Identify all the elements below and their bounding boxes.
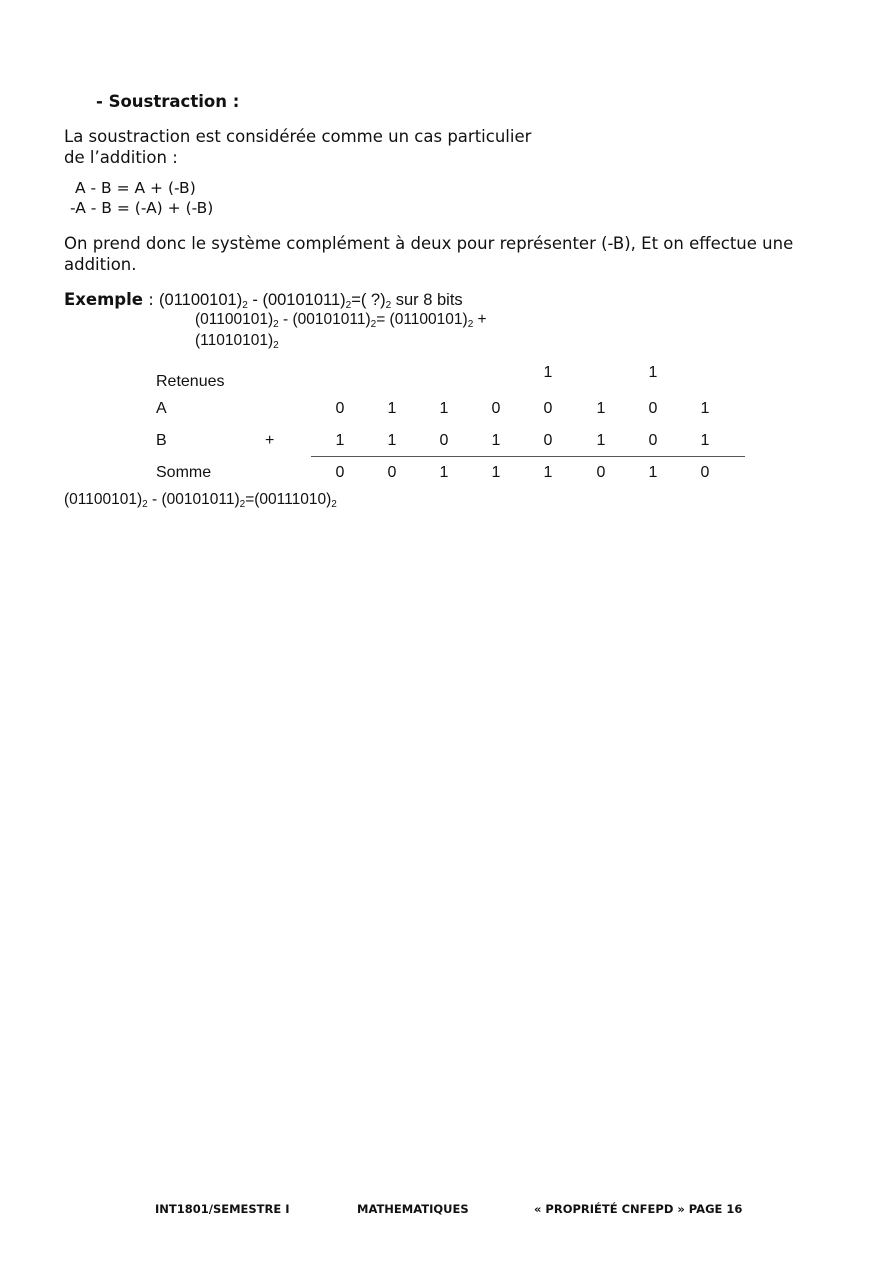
bit-cell-sum-1: 0 — [335, 464, 345, 481]
subscript: 2 — [370, 319, 377, 330]
formula-1: A - B = A + (-B) — [75, 179, 196, 197]
bit-cell-b-6: 1 — [596, 432, 606, 449]
subscript: 2 — [467, 319, 474, 330]
bit-cell-a-6: 1 — [596, 400, 606, 417]
bit-cell-a-1: 0 — [335, 400, 345, 417]
example-label: Exemple — [64, 290, 143, 309]
footer-course: INT1801/SEMESTRE I — [155, 1202, 290, 1216]
row-label-carries: Retenues — [156, 373, 225, 390]
example-complement: (11010101) — [195, 332, 274, 349]
sum-divider-line — [311, 456, 745, 457]
example-operand-a: (01100101) — [159, 291, 243, 309]
row-label-a: A — [156, 400, 167, 417]
subscript: 2 — [273, 340, 279, 351]
bit-cell-sum-4: 1 — [491, 464, 501, 481]
method-line-1: On prend donc le système complément à deux pour représenter (-B), Et on effectue une — [64, 234, 794, 253]
result-line — [64, 490, 337, 512]
bit-cell-b-1: 1 — [335, 432, 345, 449]
example-operand-a: (01100101) — [195, 311, 274, 328]
bit-cell-b-8: 1 — [700, 432, 710, 449]
example-bits-note: sur 8 bits — [391, 291, 463, 309]
method-line-2: addition. — [64, 255, 137, 274]
bit-cell-sum-6: 0 — [596, 464, 606, 481]
example-colon: : — [142, 290, 160, 309]
bit-cell-sum-3: 1 — [439, 464, 449, 481]
bit-cell-sum-8: 0 — [700, 464, 710, 481]
example-operand-a-again: = (01100101) — [376, 311, 468, 328]
section-heading: - Soustraction : — [96, 92, 240, 111]
subscript: 2 — [385, 300, 392, 311]
bit-cell-b-5: 0 — [543, 432, 553, 449]
intro-line-1: La soustraction est considérée comme un cas particulier — [64, 127, 532, 146]
bit-cell-sum-5: 1 — [543, 464, 553, 481]
example-plus: + — [473, 311, 487, 328]
result-operand-b: - (00101011) — [147, 491, 240, 508]
bit-cell-a-8: 1 — [700, 400, 710, 417]
bit-cell-b-3: 0 — [439, 432, 449, 449]
bit-cell-carries-7: 1 — [648, 364, 658, 381]
example-operand-b: - (00101011) — [278, 311, 371, 328]
footer-rights-page: « PROPRIÉTÉ CNFEPD » PAGE 16 — [534, 1202, 743, 1216]
footer-subject: MATHEMATIQUES — [357, 1202, 469, 1216]
bit-cell-a-4: 0 — [491, 400, 501, 417]
bit-cell-a-7: 0 — [648, 400, 658, 417]
subscript: 2 — [345, 300, 352, 311]
plus-sign: + — [265, 432, 275, 449]
subscript: 2 — [242, 300, 248, 311]
subscript: 2 — [142, 499, 148, 510]
bit-cell-a-3: 1 — [439, 400, 449, 417]
result-operand-a: (01100101) — [64, 491, 143, 508]
bit-cell-carries-5: 1 — [543, 364, 553, 381]
bit-cell-a-2: 1 — [387, 400, 397, 417]
example-line-3 — [195, 331, 279, 353]
intro-line-2: de l’addition : — [64, 148, 178, 167]
row-label-sum: Somme — [156, 464, 212, 481]
example-unknown: =( ?) — [351, 291, 386, 309]
bit-cell-sum-7: 1 — [648, 464, 658, 481]
subscript: 2 — [273, 319, 279, 330]
bit-cell-b-7: 0 — [648, 432, 658, 449]
example-line-2 — [195, 310, 487, 332]
formula-2: -A - B = (-A) + (-B) — [70, 199, 214, 217]
bit-cell-sum-2: 0 — [387, 464, 397, 481]
bit-cell-b-4: 1 — [491, 432, 501, 449]
bit-cell-a-5: 0 — [543, 400, 553, 417]
example-operand-b: - (00101011) — [247, 291, 346, 309]
subscript: 2 — [239, 499, 246, 510]
subscript: 2 — [331, 499, 337, 510]
result-value: =(00111010) — [245, 491, 332, 508]
bit-cell-b-2: 1 — [387, 432, 397, 449]
row-label-b: B — [156, 432, 167, 449]
